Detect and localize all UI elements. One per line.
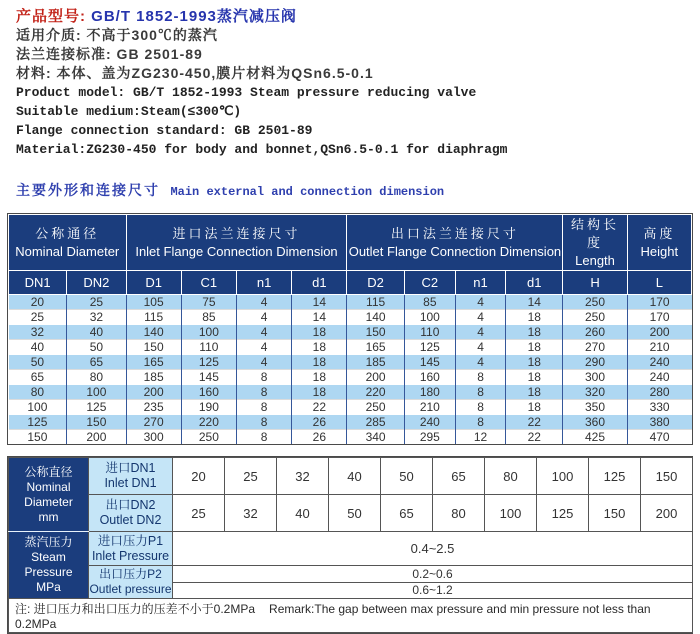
section-title xyxy=(16,180,684,200)
dimension-cell: 115 xyxy=(347,295,404,310)
dimension-cell: 18 xyxy=(292,325,347,340)
dimension-cell: 4 xyxy=(236,295,291,310)
inlet-pressure-label-en: Inlet Pressure xyxy=(91,548,170,563)
dimension-cell: 210 xyxy=(627,340,691,355)
col-header-n1-inlet: n1 xyxy=(236,271,291,295)
outlet-flange-group-zh: 出口法兰连接尺寸 xyxy=(390,226,519,241)
steam-pressure-en1: Steam xyxy=(31,550,66,564)
outlet-dn-value: 32 xyxy=(225,495,277,532)
dimension-cell: 65 xyxy=(67,355,126,370)
dimension-cell: 300 xyxy=(563,370,627,385)
dimension-cell: 100 xyxy=(67,385,126,400)
nominal-diameter-en1: Nominal xyxy=(26,479,71,494)
dimension-cell: 14 xyxy=(506,295,563,310)
steam-pressure-zh: 蒸汽压力 xyxy=(24,535,73,549)
col-header-l: L xyxy=(627,271,691,295)
dimension-cell: 8 xyxy=(236,430,291,445)
dimension-cell: 22 xyxy=(506,430,563,445)
height-group-en: Height xyxy=(640,244,679,259)
outlet-dn-label xyxy=(89,495,173,532)
inlet-dn-value: 125 xyxy=(589,458,641,495)
dimension-row xyxy=(9,430,692,445)
dimension-cell: 14 xyxy=(292,310,347,325)
dimension-cell: 8 xyxy=(455,415,505,430)
dimension-cell: 110 xyxy=(404,325,455,340)
dimension-cell: 8 xyxy=(455,370,505,385)
inlet-dn-row xyxy=(9,458,693,495)
note-row xyxy=(9,599,693,633)
inlet-dn-label xyxy=(89,458,173,495)
inlet-dn-value: 25 xyxy=(225,458,277,495)
col-header-d1-bolt: d1 xyxy=(292,271,347,295)
dimension-cell: 50 xyxy=(9,355,67,370)
dimension-cell: 8 xyxy=(236,385,291,400)
dimension-cell: 290 xyxy=(563,355,627,370)
nominal-diameter-zh: 公称直径 xyxy=(24,464,73,479)
dimension-cell: 170 xyxy=(627,310,691,325)
dimension-cell: 125 xyxy=(181,355,236,370)
material-line-zh: 材料: 本体、盖为ZG230-450,膜片材料为QSn6.5-0.1 xyxy=(16,65,374,81)
inlet-pressure-row xyxy=(9,532,693,566)
dimension-table xyxy=(8,214,692,444)
outlet-dn-value: 65 xyxy=(381,495,433,532)
inlet-dn-value: 150 xyxy=(641,458,693,495)
inlet-dn-value: 40 xyxy=(329,458,381,495)
dimension-cell: 280 xyxy=(627,385,691,400)
dimension-cell: 115 xyxy=(126,310,181,325)
nominal-diameter-group xyxy=(9,215,127,271)
dimension-cell: 40 xyxy=(67,325,126,340)
dimension-cell: 140 xyxy=(126,325,181,340)
steam-pressure-unit: MPa xyxy=(36,580,61,594)
note xyxy=(9,599,693,633)
dimension-cell: 8 xyxy=(236,400,291,415)
col-header-dn2: DN2 xyxy=(67,271,126,295)
dimension-cell: 105 xyxy=(126,295,181,310)
outlet-dn-value: 40 xyxy=(277,495,329,532)
nominal-diameter-group-en: Nominal Diameter xyxy=(15,244,120,259)
dimension-row xyxy=(9,295,692,310)
dimension-cell: 4 xyxy=(455,340,505,355)
dimension-row xyxy=(9,385,692,400)
dimension-cell: 50 xyxy=(67,340,126,355)
dimension-cell: 85 xyxy=(404,295,455,310)
dimension-cell: 22 xyxy=(506,415,563,430)
dimension-cell: 425 xyxy=(563,430,627,445)
dimension-cell: 4 xyxy=(455,325,505,340)
dimension-row xyxy=(9,340,692,355)
dimension-cell: 380 xyxy=(627,415,691,430)
nominal-diameter-unit: mm xyxy=(38,509,59,524)
dimension-cell: 220 xyxy=(181,415,236,430)
dimension-cell: 190 xyxy=(181,400,236,415)
dimension-cell: 18 xyxy=(506,385,563,400)
dimension-cell: 240 xyxy=(404,415,455,430)
product-title-label: 产品型号: xyxy=(16,8,92,25)
dimension-cell: 350 xyxy=(563,400,627,415)
dimension-cell: 140 xyxy=(347,310,404,325)
outlet-pressure-label-en: Outlet pressure xyxy=(89,582,172,596)
dimension-cell: 270 xyxy=(126,415,181,430)
outlet-dn-value: 50 xyxy=(329,495,381,532)
dimension-cell: 200 xyxy=(126,385,181,400)
dimension-cell: 250 xyxy=(563,295,627,310)
product-title xyxy=(16,7,684,26)
dimension-cell: 145 xyxy=(181,370,236,385)
dimension-cell: 18 xyxy=(292,370,347,385)
outlet-dn-value: 200 xyxy=(641,495,693,532)
dimension-column-header-row xyxy=(9,271,692,295)
note-zh: 注: 进口压力和出口压力的压差不小于0.2MPa xyxy=(15,602,256,616)
dimension-cell: 18 xyxy=(506,370,563,385)
col-header-n1-outlet: n1 xyxy=(455,271,505,295)
dimension-cell: 100 xyxy=(404,310,455,325)
dimension-cell: 125 xyxy=(9,415,67,430)
dimension-cell: 125 xyxy=(404,340,455,355)
dimension-cell: 14 xyxy=(292,295,347,310)
dimension-cell: 150 xyxy=(126,340,181,355)
dimension-cell: 65 xyxy=(9,370,67,385)
height-group-zh: 高度 xyxy=(643,226,676,241)
dimension-cell: 160 xyxy=(404,370,455,385)
inlet-dn-value: 32 xyxy=(277,458,329,495)
inlet-pressure-label-zh: 进口压力P1 xyxy=(97,533,164,548)
dimension-cell: 360 xyxy=(563,415,627,430)
material-line-en: Material:ZG230-450 for body and bonnet,QSn6.5-0.1 for diaphragm xyxy=(16,142,508,157)
dimension-cell: 32 xyxy=(9,325,67,340)
height-group xyxy=(627,215,691,271)
medium-line-zh: 适用介质: 不高于300℃的蒸汽 xyxy=(16,27,218,43)
dimension-cell: 145 xyxy=(404,355,455,370)
dimension-cell: 80 xyxy=(67,370,126,385)
dimension-cell: 4 xyxy=(236,355,291,370)
dimension-cell: 200 xyxy=(67,430,126,445)
dimension-cell: 8 xyxy=(455,400,505,415)
medium-line-en: Suitable medium:Steam(≤300℃) xyxy=(16,104,242,119)
dimension-cell: 200 xyxy=(627,325,691,340)
dimension-cell: 250 xyxy=(347,400,404,415)
dimension-cell: 165 xyxy=(347,340,404,355)
dimension-cell: 150 xyxy=(9,430,67,445)
col-header-d1-diam: D1 xyxy=(126,271,181,295)
outlet-dn-value: 25 xyxy=(173,495,225,532)
dimension-cell: 100 xyxy=(181,325,236,340)
dimension-cell: 4 xyxy=(236,340,291,355)
section-title-zh: 主要外形和连接尺寸 xyxy=(16,182,160,198)
dimension-cell: 250 xyxy=(181,430,236,445)
dimension-cell: 110 xyxy=(181,340,236,355)
pressure-table xyxy=(8,457,693,633)
nominal-diameter-row-group xyxy=(9,458,89,532)
inlet-dn-value: 20 xyxy=(173,458,225,495)
dimension-row xyxy=(9,355,692,370)
dimension-row xyxy=(9,325,692,340)
dimension-cell: 18 xyxy=(292,355,347,370)
dimension-cell: 18 xyxy=(506,310,563,325)
outlet-flange-group-en: Outlet Flange Connection Dimension xyxy=(348,244,562,259)
inlet-flange-group-en: Inlet Flange Connection Dimension xyxy=(135,244,338,259)
dimension-cell: 80 xyxy=(9,385,67,400)
dimension-cell: 4 xyxy=(455,310,505,325)
col-header-dn1: DN1 xyxy=(9,271,67,295)
dimension-cell: 12 xyxy=(455,430,505,445)
dimension-cell: 300 xyxy=(126,430,181,445)
dimension-row xyxy=(9,415,692,430)
dimension-cell: 4 xyxy=(455,295,505,310)
dimension-cell: 100 xyxy=(9,400,67,415)
dimension-row xyxy=(9,400,692,415)
dimension-cell: 85 xyxy=(181,310,236,325)
dimension-cell: 150 xyxy=(347,325,404,340)
dimension-cell: 25 xyxy=(9,310,67,325)
dimension-cell: 18 xyxy=(506,340,563,355)
dimension-cell: 22 xyxy=(292,400,347,415)
dimension-cell: 18 xyxy=(506,325,563,340)
inlet-dn-value: 50 xyxy=(381,458,433,495)
col-header-d1-outlet: d1 xyxy=(506,271,563,295)
length-group-en: Length xyxy=(575,253,615,268)
dimension-cell: 40 xyxy=(9,340,67,355)
product-intro xyxy=(0,0,700,159)
dimension-cell: 25 xyxy=(67,295,126,310)
dimension-cell: 18 xyxy=(292,385,347,400)
dimension-row xyxy=(9,310,692,325)
dimension-cell: 26 xyxy=(292,430,347,445)
dimension-row xyxy=(9,370,692,385)
outlet-pressure-row-1 xyxy=(9,566,693,583)
dimension-group-header-row xyxy=(9,215,692,271)
col-header-d2-diam: D2 xyxy=(347,271,404,295)
col-header-h: H xyxy=(563,271,627,295)
dimension-cell: 270 xyxy=(563,340,627,355)
inlet-dn-value: 65 xyxy=(433,458,485,495)
steam-pressure-en2: Pressure xyxy=(24,565,73,579)
inlet-dn-label-en: Inlet DN1 xyxy=(104,476,157,490)
dimension-cell: 75 xyxy=(181,295,236,310)
dimension-cell: 4 xyxy=(236,310,291,325)
dimension-cell: 185 xyxy=(347,355,404,370)
flange-standard-line-en: Flange connection standard: GB 2501-89 xyxy=(16,123,313,138)
dimension-cell: 240 xyxy=(627,355,691,370)
dimension-cell: 470 xyxy=(627,430,691,445)
dimension-cell: 170 xyxy=(627,295,691,310)
outlet-dn-value: 125 xyxy=(537,495,589,532)
dimension-cell: 340 xyxy=(347,430,404,445)
dimension-cell: 210 xyxy=(404,400,455,415)
col-header-c2: C2 xyxy=(404,271,455,295)
inlet-flange-group-zh: 进口法兰连接尺寸 xyxy=(172,226,301,241)
dimension-table-wrapper xyxy=(7,213,693,445)
flange-standard-line-zh: 法兰连接标准: GB 2501-89 xyxy=(16,46,203,62)
outlet-dn-row xyxy=(9,495,693,532)
dimension-cell: 250 xyxy=(563,310,627,325)
dimension-cell: 285 xyxy=(347,415,404,430)
outlet-dn-label-zh: 出口DN2 xyxy=(105,498,156,512)
inlet-dn-value: 100 xyxy=(537,458,589,495)
dimension-cell: 150 xyxy=(67,415,126,430)
dimension-cell: 235 xyxy=(126,400,181,415)
dimension-cell: 20 xyxy=(9,295,67,310)
dimension-cell: 32 xyxy=(67,310,126,325)
pressure-table-wrapper xyxy=(7,456,693,634)
outlet-pressure-range-1: 0.2~0.6 xyxy=(173,566,693,583)
length-group xyxy=(563,215,627,271)
length-group-zh: 结构长度 xyxy=(571,217,620,250)
nominal-diameter-en2: Diameter xyxy=(24,494,73,509)
dimension-cell: 8 xyxy=(236,370,291,385)
dimension-cell: 320 xyxy=(563,385,627,400)
inlet-pressure-label xyxy=(89,532,173,566)
dimension-cell: 260 xyxy=(563,325,627,340)
col-header-c1: C1 xyxy=(181,271,236,295)
inlet-dn-label-zh: 进口DN1 xyxy=(105,461,156,475)
inlet-flange-group xyxy=(126,215,347,271)
dimension-cell: 185 xyxy=(126,370,181,385)
outlet-dn-value: 100 xyxy=(485,495,537,532)
dimension-cell: 8 xyxy=(236,415,291,430)
dimension-cell: 200 xyxy=(347,370,404,385)
outlet-dn-value: 80 xyxy=(433,495,485,532)
dimension-cell: 4 xyxy=(236,325,291,340)
dimension-cell: 18 xyxy=(506,400,563,415)
inlet-pressure-range: 0.4~2.5 xyxy=(173,532,693,566)
section-title-en: Main external and connection dimension xyxy=(170,185,445,199)
outlet-dn-value: 150 xyxy=(589,495,641,532)
inlet-dn-value: 80 xyxy=(485,458,537,495)
outlet-flange-group xyxy=(347,215,563,271)
dimension-cell: 330 xyxy=(627,400,691,415)
dimension-cell: 26 xyxy=(292,415,347,430)
dimension-cell: 160 xyxy=(181,385,236,400)
product-title-value: GB/T 1852-1993蒸汽减压阀 xyxy=(91,8,297,25)
dimension-cell: 240 xyxy=(627,370,691,385)
dimension-cell: 220 xyxy=(347,385,404,400)
nominal-diameter-group-zh: 公称通径 xyxy=(35,226,100,241)
outlet-pressure-label xyxy=(89,566,173,599)
dimension-cell: 165 xyxy=(126,355,181,370)
outlet-pressure-label-zh: 出口压力P2 xyxy=(99,567,162,581)
dimension-cell: 125 xyxy=(67,400,126,415)
dimension-cell: 18 xyxy=(506,355,563,370)
dimension-cell: 295 xyxy=(404,430,455,445)
product-model-line-en: Product model: GB/T 1852-1993 Steam pressure reducing valve xyxy=(16,85,477,100)
note-en: Remark:The gap between max pressure and min pressure not less than 0.2MPa xyxy=(15,602,651,631)
dimension-cell: 18 xyxy=(292,340,347,355)
dimension-cell: 180 xyxy=(404,385,455,400)
dimension-cell: 8 xyxy=(455,385,505,400)
dimension-cell: 4 xyxy=(455,355,505,370)
outlet-pressure-range-2: 0.6~1.2 xyxy=(173,582,693,599)
steam-pressure-row-group xyxy=(9,532,89,599)
outlet-dn-label-en: Outlet DN2 xyxy=(99,513,162,527)
